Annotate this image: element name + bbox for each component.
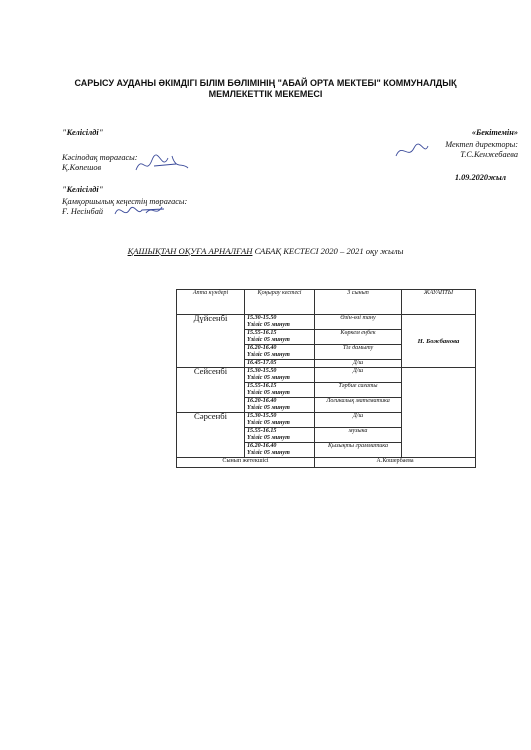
subject-cell: музыка: [315, 428, 402, 443]
subject-cell: Тіл дамыту: [315, 345, 402, 360]
approval-date: 1.09.2020жыл: [454, 173, 506, 182]
time-cell: 15.55-16.15 Үзіліс 05 минут: [245, 428, 315, 443]
director-role: Мектеп директоры:: [445, 140, 518, 149]
table-footer-row: [177, 458, 476, 468]
table-row: [177, 315, 476, 330]
subject-cell: Тәрбие сағаты: [315, 383, 402, 398]
union-name: Қ.Көпешов: [62, 163, 102, 172]
board-name: Ғ. Несінбай: [62, 207, 104, 216]
agreed-label-2: "Келісілді": [62, 185, 104, 194]
document-header: [40, 78, 491, 100]
time-cell: 16.20-16.40 Үзіліс 05 минут: [245, 345, 315, 360]
director-signature-icon: [392, 140, 432, 162]
table-row: [177, 368, 476, 383]
subject-cell: Д/ш: [315, 368, 402, 383]
day-cell: Сейсенбі: [177, 368, 245, 413]
subject-cell: Логикалық математика: [315, 398, 402, 413]
time-cell: 15.30-15.50 Үзіліс 05 минут: [245, 315, 315, 330]
schedule-table: [176, 289, 476, 468]
union-signature-icon: [132, 150, 192, 178]
responsible-cell: Н. Божбанова: [402, 315, 476, 368]
subject-cell: Өзін-өзі тану: [315, 315, 402, 330]
header-line-1: САРЫСУ АУДАНЫ ӘКІМДІГІ БІЛІМ БӨЛІМІНІҢ "АБАЙ ОРТА МЕКТЕБІ" КОММУНАЛДЫҚ: [74, 78, 457, 88]
table-header-row: [177, 290, 476, 315]
day-cell: Дүйсенбі: [177, 315, 245, 368]
time-cell: 15.55-16.15 Үзіліс 05 минут: [245, 330, 315, 345]
header-line-2: МЕМЛЕКЕТТІК МЕКЕМЕСІ: [208, 89, 323, 99]
footer-name: А.Кошербаева: [315, 458, 476, 468]
footer-label: Сынып жетекшісі: [177, 458, 315, 468]
board-signature-icon: [112, 200, 168, 222]
subject-cell: Көркем еңбек: [315, 330, 402, 345]
schedule-title: [60, 246, 471, 256]
col-header-bell: Қоңырау кестесі: [245, 290, 315, 315]
approved-label: «Бекітемін»: [471, 128, 518, 137]
director-name: Т.С.Кенжебаева: [460, 150, 518, 159]
responsible-empty-cell: [402, 368, 476, 458]
col-header-class: 3 сынып: [315, 290, 402, 315]
time-cell: 15.30-15.50 Үзіліс 05 минут: [245, 368, 315, 383]
title-rest: САБАҚ КЕСТЕСІ 2020 – 2021 оқу жылы: [252, 246, 404, 256]
agreed-label-1: "Келісілді": [62, 128, 104, 137]
subject-cell: Д/ш: [315, 360, 402, 368]
title-underlined: ҚАШЫҚТАН ОҚУҒА АРНАЛҒАН: [127, 246, 253, 256]
col-header-day: Апта күндері: [177, 290, 245, 315]
time-cell: 15.55-16.15 Үзіліс 05 минут: [245, 383, 315, 398]
board-role: Қамқоршылық кеңестің төрағасы:: [62, 197, 188, 206]
time-cell: 16.20-16.40 Үзіліс 05 минут: [245, 443, 315, 458]
union-role: Кәсіподақ төрағасы:: [62, 153, 138, 162]
time-cell: 16.20-16.40 Үзіліс 05 минут: [245, 398, 315, 413]
subject-cell: Д/ш: [315, 413, 402, 428]
col-header-responsible: ЖАУАПТЫ: [402, 290, 476, 315]
time-cell: 16.45-17.05: [245, 360, 315, 368]
day-cell: Сәрсенбі: [177, 413, 245, 458]
time-cell: 15.30-15.50 Үзіліс 05 минут: [245, 413, 315, 428]
subject-cell: Қызықты грамматика: [315, 443, 402, 458]
